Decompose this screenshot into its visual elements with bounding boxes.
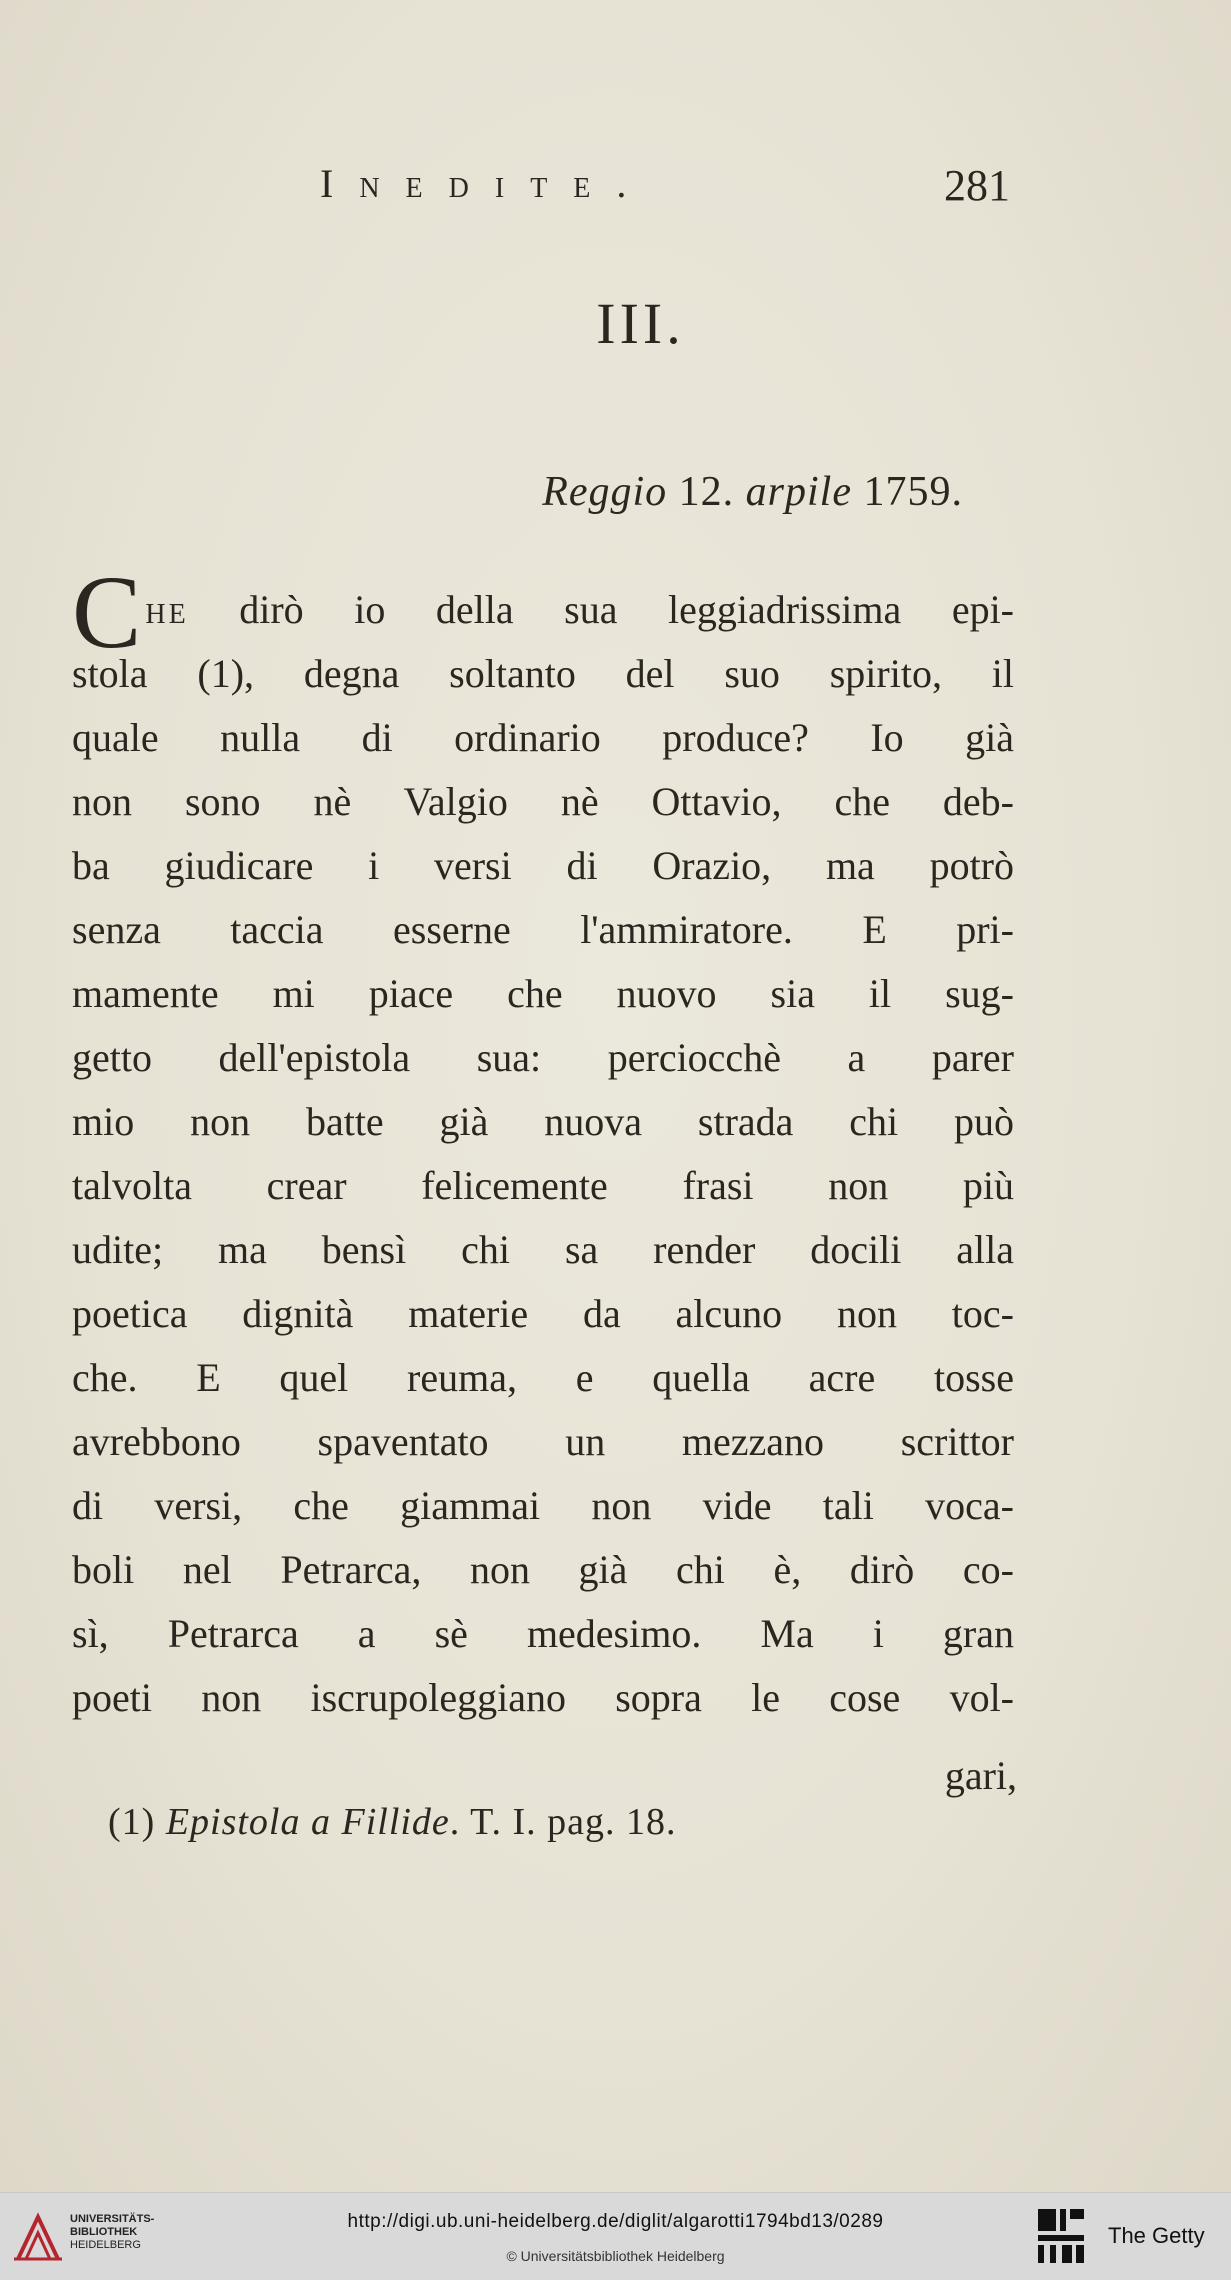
section-number: III. xyxy=(596,291,685,356)
body-line: boli nel Petrarca, non già chi è, dirò co- xyxy=(72,1547,1014,1592)
body-line: getto dell'epistola sua: perciocchè a parer xyxy=(72,1035,1014,1080)
body-line: mio non batte già nuova strada chi può xyxy=(72,1099,1014,1144)
page-header xyxy=(320,160,1010,220)
catchword: gari, xyxy=(944,1753,1017,1798)
body-line: poetica dignità materie da alcuno non toc- xyxy=(72,1291,1014,1336)
footnote-title: Epistola a Fillide xyxy=(165,1801,450,1843)
body-line: ba giudicare i versi di Orazio, ma potrò xyxy=(72,843,1014,888)
body-line-1 xyxy=(72,555,1015,670)
body-line: senza taccia esserne l'ammiratore. E pri- xyxy=(72,907,1014,952)
footnote-marker: (1) xyxy=(108,1801,156,1843)
body-line: quale nulla di ordinario produce? Io già xyxy=(72,715,1014,760)
dateline-year: 1759. xyxy=(863,469,963,515)
body-line: sì, Petrarca a sè medesimo. Ma i gran xyxy=(72,1611,1014,1656)
letter-body xyxy=(72,555,1015,1730)
library-name-line2: BIBLIOTHEK xyxy=(70,2226,138,2238)
dateline-day: 12. xyxy=(678,469,735,515)
body-line-text: dirò io della sua leggiadrissima epi- xyxy=(239,587,1015,632)
body-line: stola (1), degna soltanto del suo spirito, il xyxy=(72,651,1014,696)
body-line: avrebbono spaventato un mezzano scrittor xyxy=(72,1419,1014,1464)
copyright-notice: © Universitätsbibliothek Heidelberg xyxy=(506,2248,725,2264)
body-line: talvolta crear felicemente frasi non più xyxy=(72,1163,1014,1208)
body-line: di versi, che giammai non vide tali voca- xyxy=(72,1483,1014,1528)
dateline-place: Reggio xyxy=(542,469,668,515)
library-name-line3: HEIDELBERG xyxy=(70,2239,141,2251)
viewer-footer xyxy=(0,2192,1231,2280)
partner-name: The Getty xyxy=(1108,2223,1205,2248)
dateline xyxy=(542,468,963,516)
body-line: poeti non iscrupoleggiano sopra le cose vol- xyxy=(72,1675,1014,1720)
body-line: mamente mi piace che nuovo sia il sug- xyxy=(72,971,1014,1016)
permalink-url[interactable]: http://digi.ub.uni-heidelberg.de/diglit/algarotti1794bd13/0289 xyxy=(347,2211,884,2232)
getty-logo-icon[interactable] xyxy=(1036,2205,1086,2267)
library-name-line1: UNIVERSITÄTS- xyxy=(70,2213,155,2225)
body-line: che. E quel reuma, e quella acre tosse xyxy=(72,1355,1014,1400)
page-number: 281 xyxy=(944,161,1010,210)
dateline-month: arpile xyxy=(745,469,852,515)
footnote-ref: . T. I. pag. 18. xyxy=(449,1801,677,1843)
running-title: Inedite. xyxy=(320,161,653,206)
body-line: non sono nè Valgio nè Ottavio, che deb- xyxy=(72,779,1014,824)
first-word-rest: he xyxy=(145,587,189,632)
drop-cap: C xyxy=(72,555,142,670)
body-line: udite; ma bensì chi sa render docili alla xyxy=(72,1227,1014,1272)
footnote xyxy=(108,1800,677,1844)
